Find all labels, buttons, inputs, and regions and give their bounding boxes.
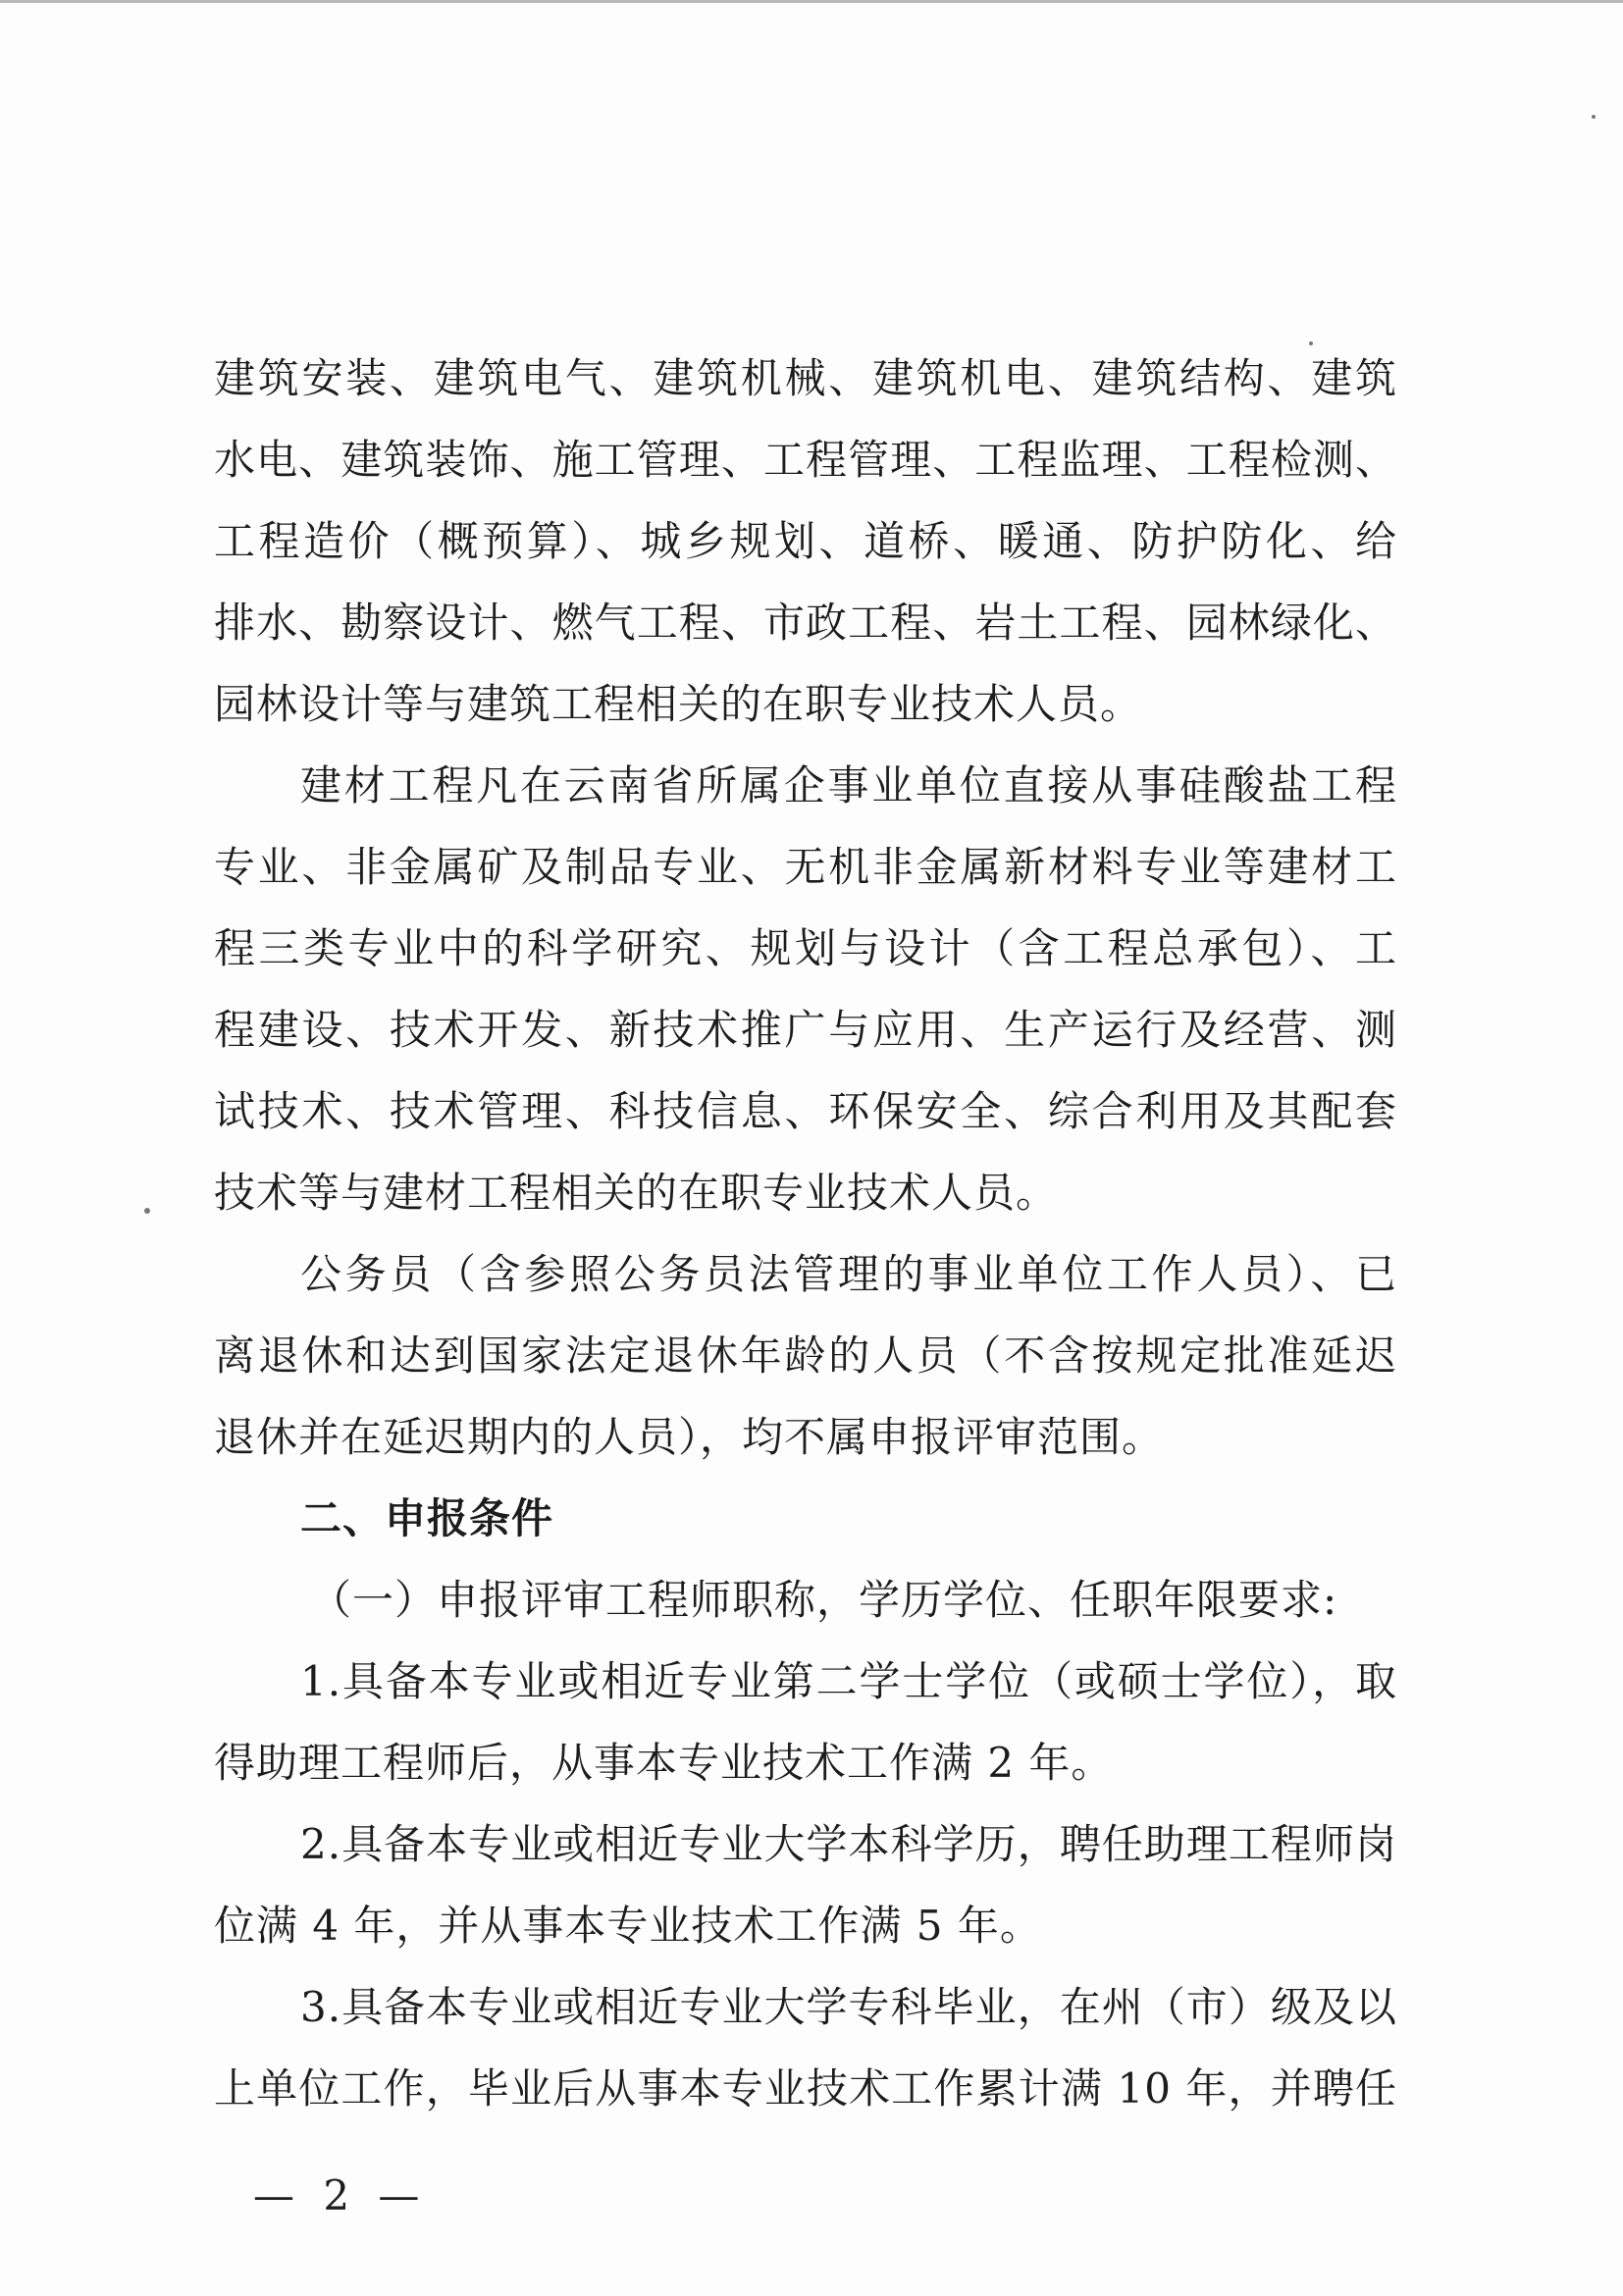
paragraph-line: 排水、勘察设计、燃气工程、市政工程、岩土工程、园林绿化、 bbox=[214, 599, 1397, 647]
paragraph-line: 离退休和达到国家法定退休年龄的人员（不含按规定批准延迟 bbox=[214, 1331, 1397, 1380]
scan-speck bbox=[144, 1208, 150, 1214]
paragraph-line: 位满 4 年，并从事本专业技术工作满 5 年。 bbox=[214, 1902, 1042, 1950]
scan-speck bbox=[1309, 341, 1313, 345]
paragraph-line: 程建设、技术开发、新技术推广与应用、生产运行及经营、测 bbox=[214, 1006, 1397, 1054]
scan-top-edge bbox=[0, 0, 1623, 3]
paragraph-line: 专业、非金属矿及制品专业、无机非金属新材料专业等建材工 bbox=[214, 843, 1397, 891]
paragraph-line: 3.具备本专业或相近专业大学专科毕业，在州（市）级及以 bbox=[300, 1983, 1397, 2031]
paragraph-line: 1.具备本专业或相近专业第二学士学位（或硕士学位），取 bbox=[300, 1657, 1397, 1705]
paragraph-line: 得助理工程师后，从事本专业技术工作满 2 年。 bbox=[214, 1739, 1114, 1787]
scan-speck bbox=[1592, 115, 1596, 119]
paragraph-line: 水电、建筑装饰、施工管理、工程管理、工程监理、工程检测、 bbox=[214, 436, 1397, 484]
paragraph-line: 程三类专业中的科学研究、规划与设计（含工程总承包）、工 bbox=[214, 924, 1397, 972]
paragraph-line: 技术等与建材工程相关的在职专业技术人员。 bbox=[214, 1169, 1059, 1217]
section-heading: 二、申报条件 bbox=[300, 1494, 554, 1542]
subsection-heading: （一）申报评审工程师职称，学历学位、任职年限要求: bbox=[310, 1576, 1338, 1624]
paragraph-line: 退休并在延迟期内的人员），均不属申报评审范围。 bbox=[214, 1413, 1165, 1461]
paragraph-line: 建筑安装、建筑电气、建筑机械、建筑机电、建筑结构、建筑 bbox=[214, 354, 1397, 402]
paragraph-line: 试技术、技术管理、科技信息、环保安全、综合利用及其配套 bbox=[214, 1087, 1397, 1135]
page-number: — 2 — bbox=[253, 2171, 428, 2219]
paragraph-line: 园林设计等与建筑工程相关的在职专业技术人员。 bbox=[214, 680, 1143, 728]
paragraph-line: 工程造价（概预算）、城乡规划、道桥、暖通、防护防化、给 bbox=[214, 517, 1397, 565]
paragraph-line: 建材工程凡在云南省所属企事业单位直接从事硅酸盐工程 bbox=[300, 761, 1397, 809]
paragraph-line: 公务员（含参照公务员法管理的事业单位工作人员）、已 bbox=[300, 1250, 1397, 1298]
paragraph-line: 上单位工作，毕业后从事本专业技术工作累计满 10 年，并聘任 bbox=[214, 2064, 1397, 2113]
paragraph-line: 2.具备本专业或相近专业大学本科学历，聘任助理工程师岗 bbox=[300, 1820, 1397, 1868]
body-text bbox=[214, 338, 1397, 2129]
